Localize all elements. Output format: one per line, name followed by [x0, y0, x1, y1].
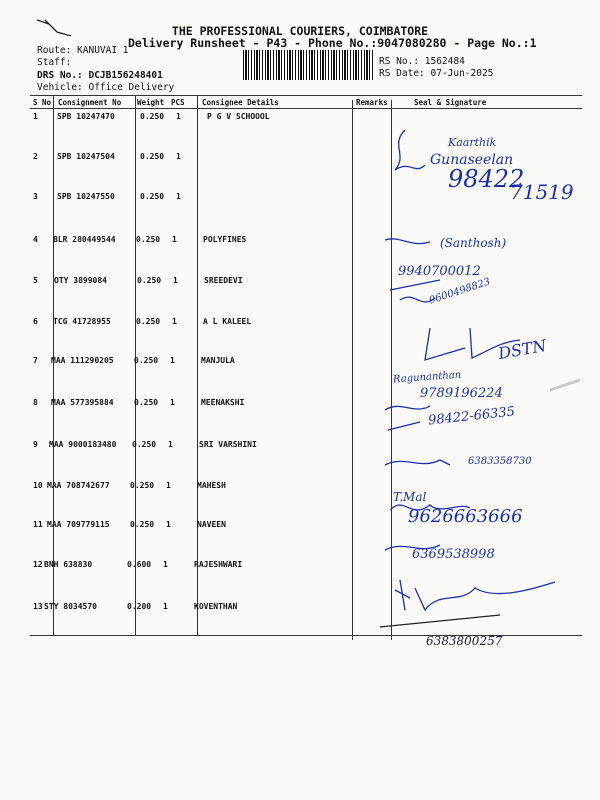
cell-pcs: 1 — [172, 235, 177, 244]
col-header-signature: Seal & Signature — [414, 98, 487, 107]
table-header-rule — [30, 108, 582, 109]
cell-cons: MAA 111290205 — [51, 356, 114, 365]
staff-label: Staff: — [37, 57, 72, 68]
cell-pcs: 1 — [166, 520, 171, 529]
cell-weight: 0.250 — [137, 276, 162, 285]
cell-sno: 9 — [33, 440, 38, 449]
cell-cons: SPB 10247504 — [57, 152, 115, 161]
cell-sno: 1 — [33, 112, 38, 121]
cell-consignee: MANJULA — [201, 356, 235, 365]
signature-stroke — [385, 545, 440, 550]
cell-sno: 4 — [33, 235, 38, 244]
signature-stroke — [385, 239, 430, 244]
col-header-sno: S No — [33, 98, 52, 107]
cell-weight: 0.250 — [130, 481, 155, 490]
signature-number: 9600498823 — [427, 276, 492, 307]
signature-stroke — [385, 406, 430, 430]
table-bottom-rule — [30, 635, 582, 636]
signature-number: 9940700012 — [398, 264, 481, 279]
cell-consignee: MEENAKSHI — [201, 398, 245, 407]
cell-consignee: MAHESH — [197, 481, 226, 490]
cell-pcs: 1 — [168, 440, 173, 449]
cell-cons: STY 8034570 — [44, 602, 97, 611]
drs-number: DRS No.: DCJB156248401 — [37, 70, 163, 81]
signature-text: T.Mal — [393, 490, 427, 504]
cell-weight: 0.250 — [134, 356, 159, 365]
col-divider — [352, 100, 353, 640]
cell-cons: MAA 9000183480 — [49, 440, 117, 449]
signature-text: DSTN — [496, 335, 548, 364]
cell-weight: 0.250 — [136, 317, 161, 326]
signature-text: Kaarthik — [448, 136, 497, 149]
signature-text: (Santhosh) — [440, 236, 507, 250]
cell-consignee: POLYFINES — [203, 235, 247, 244]
cell-sno: 3 — [33, 192, 38, 201]
cell-sno: 2 — [33, 152, 38, 161]
cell-consignee: RAJESHWARI — [194, 560, 243, 569]
signature-stroke — [425, 328, 520, 360]
signature-number: 71519 — [510, 180, 574, 204]
vehicle-label: Vehicle: Office Delivery — [37, 82, 175, 93]
rs-date: RS Date: 07-Jun-2025 — [379, 68, 494, 79]
signature-text: Gunaseelan — [430, 152, 514, 168]
signature-number: 9789196224 — [420, 386, 503, 401]
cell-sno: 7 — [33, 356, 38, 365]
cell-consignee: A L KALEEL — [203, 317, 252, 326]
cell-weight: 0.250 — [136, 235, 161, 244]
cell-cons: BNH 638830 — [44, 560, 93, 569]
col-header-pcs: PCS — [171, 98, 185, 107]
cell-sno: 11 — [33, 520, 43, 529]
signature-number: 6369538998 — [412, 547, 495, 562]
cell-pcs: 1 — [176, 112, 181, 121]
cell-pcs: 1 — [163, 560, 168, 569]
company-title: THE PROFESSIONAL COURIERS, COIMBATORE — [171, 24, 429, 38]
cell-pcs: 1 — [176, 152, 181, 161]
signature-stroke — [385, 460, 450, 465]
signature-number: 6383800257 — [426, 634, 503, 648]
cell-pcs: 1 — [173, 276, 178, 285]
barcode — [243, 50, 373, 80]
col-header-remarks: Remarks — [356, 98, 388, 107]
cell-consignee: KOVENTHAN — [194, 602, 238, 611]
signature-scribbles — [380, 110, 590, 630]
col-header-consignee: Consignee Details — [202, 98, 279, 107]
cell-sno: 5 — [33, 276, 38, 285]
runsheet-subtitle: Delivery Runsheet - P43 - Phone No.:9047080280 - Page No.:1 — [128, 36, 537, 50]
cell-weight: 0.250 — [130, 520, 155, 529]
signature-stroke — [390, 280, 440, 302]
col-header-weight: Weight — [137, 98, 165, 107]
cell-weight: 0.250 — [140, 152, 165, 161]
cell-pcs: 1 — [166, 481, 171, 490]
cell-sno: 6 — [33, 317, 38, 326]
signature-stroke — [390, 505, 470, 510]
cell-cons: SPB 10247550 — [57, 192, 115, 201]
cell-cons: OTY 3899084 — [54, 276, 107, 285]
cell-weight: 0.250 — [140, 112, 165, 121]
cell-weight: 0.250 — [140, 192, 165, 201]
cell-consignee: NAVEEN — [197, 520, 226, 529]
rs-number: RS No.: 1562484 — [379, 56, 465, 67]
table-top-rule — [30, 95, 582, 96]
signature-stroke — [395, 580, 555, 610]
cell-pcs: 1 — [170, 356, 175, 365]
cell-cons: BLR 280449544 — [53, 235, 116, 244]
cell-weight: 0.200 — [127, 602, 152, 611]
cell-sno: 13 — [33, 602, 43, 611]
col-divider — [135, 95, 136, 635]
cell-weight: 0.250 — [134, 398, 159, 407]
cell-consignee: SRI VARSHINI — [199, 440, 257, 449]
cell-cons: MAA 708742677 — [47, 481, 110, 490]
signature-number: 98422 — [448, 165, 525, 193]
cell-pcs: 1 — [172, 317, 177, 326]
cell-cons: MAA 709779115 — [47, 520, 110, 529]
route-label: Route: KANUVAI 1 — [37, 45, 129, 56]
cell-pcs: 1 — [176, 192, 181, 201]
col-divider — [53, 95, 54, 635]
cell-sno: 8 — [33, 398, 38, 407]
cell-cons: MAA 577395884 — [51, 398, 114, 407]
cell-cons: SPB 10247470 — [57, 112, 115, 121]
col-divider — [197, 95, 198, 635]
cell-pcs: 1 — [170, 398, 175, 407]
col-header-consignment: Consignment No — [58, 98, 122, 107]
signature-text: Ragunanthan — [392, 369, 462, 386]
signature-stroke — [550, 380, 580, 390]
cell-weight: 0.600 — [127, 560, 152, 569]
cell-weight: 0.250 — [132, 440, 157, 449]
signature-number: 98422-66335 — [427, 404, 516, 429]
cell-consignee: P G V SCHOOOL — [207, 112, 270, 121]
cell-sno: 10 — [33, 481, 43, 490]
signature-stroke — [395, 130, 425, 170]
signature-number: 6383358730 — [468, 456, 532, 467]
cell-sno: 12 — [33, 560, 43, 569]
cell-pcs: 1 — [163, 602, 168, 611]
signature-stroke — [380, 615, 500, 627]
cell-consignee: SREEDEVI — [204, 276, 243, 285]
signature-number: 9626663666 — [408, 506, 523, 527]
cell-cons: TCG 41728955 — [53, 317, 111, 326]
